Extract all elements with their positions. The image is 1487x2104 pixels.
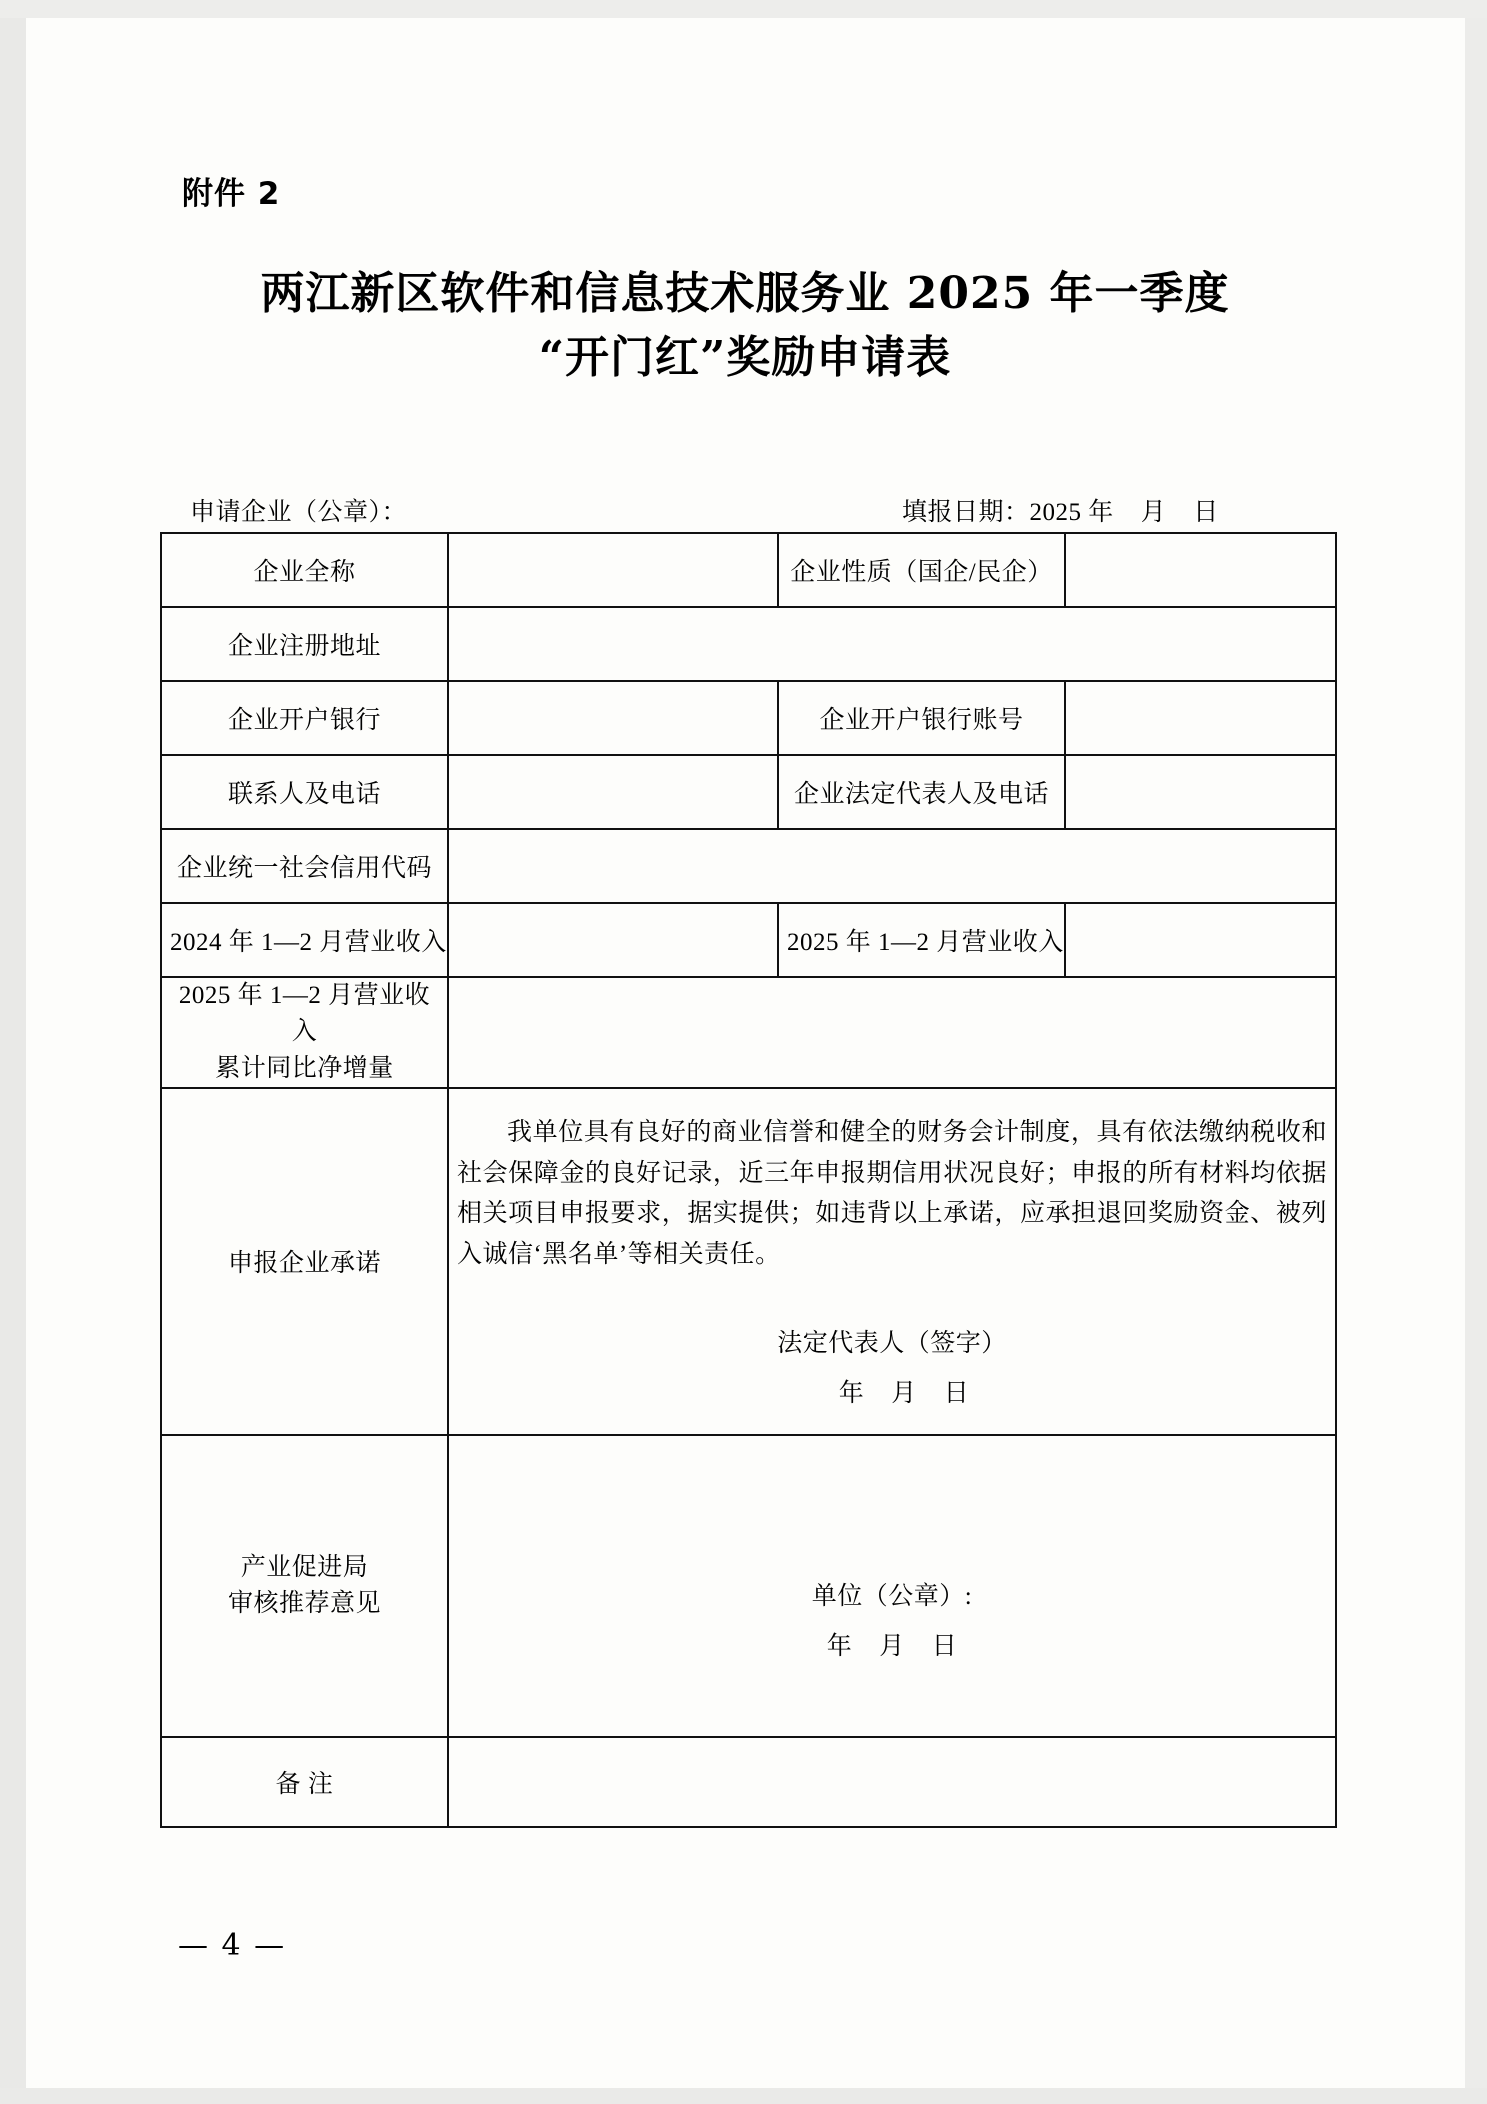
field-revenue-2024[interactable] [448,903,778,977]
label-applicant-promise: 申报企业承诺 [161,1088,448,1435]
fill-date-label: 填报日期：2025 年 月 日 [902,499,1219,526]
applicant-seal-label: 申请企业（公章）： [190,499,408,526]
label-revenue-2024: 2024 年 1—2 月营业收入 [161,903,448,977]
label-registered-address: 企业注册地址 [161,607,448,681]
page-edge-bottom [0,2088,1487,2104]
review-seal-label: 单位（公章）: [811,1582,973,1610]
table-row [161,977,1336,1088]
promise-text: 我单位具有良好的商业信誉和健全的财务会计制度，具有依法缴纳税收和社会保障金的良好记录，近三年申报期信用状况良好；申报的所有材料均依据相关项目申报要求，据实提供；如违背以上承诺，应承担退回奖励资金、被列入诚信‘黑名单’等相关责任。 [457,1119,1327,1268]
page-edge-left [0,0,26,2104]
page-number: — 4 — [178,1928,287,1963]
label-contact-person: 联系人及电话 [161,755,448,829]
field-company-name[interactable] [448,533,778,607]
label-bank-name: 企业开户银行 [161,681,448,755]
label-revenue-net-increase-line1: 2025 年 1—2 月营业收入 [178,982,431,1046]
title-line-2: “开门红”奖励申请表 [538,331,952,383]
table-row [161,681,1336,755]
field-legal-rep[interactable] [1065,755,1336,829]
label-revenue-2025: 2025 年 1—2 月营业收入 [778,903,1065,977]
field-company-type[interactable] [1065,533,1336,607]
page-edge-right [1465,0,1487,2104]
page-edge-top [0,0,1487,18]
promise-date-label[interactable]: 年 月 日 [838,1380,970,1408]
table-row [161,1088,1336,1435]
field-revenue-net-increase[interactable] [448,977,1336,1088]
label-company-type: 企业性质（国企/民企） [778,533,1065,607]
table-row [161,829,1336,903]
field-credit-code[interactable] [448,829,1336,903]
label-bank-account: 企业开户银行账号 [778,681,1065,755]
label-bureau-review-line2: 审核推荐意见 [227,1589,381,1617]
label-bureau-review-line1: 产业促进局 [240,1553,369,1581]
table-row [161,533,1336,607]
label-company-name: 企业全称 [161,533,448,607]
field-bank-name[interactable] [448,681,778,755]
application-form-table [160,532,1337,1828]
promise-signature-label[interactable]: 法定代表人（签字） [777,1330,1007,1358]
label-remark: 备 注 [161,1737,448,1827]
field-revenue-2025[interactable] [1065,903,1336,977]
field-bank-account[interactable] [1065,681,1336,755]
page-title [170,262,1320,390]
bureau-review-cell[interactable] [448,1435,1336,1737]
label-bureau-review [161,1435,448,1737]
table-row [161,1435,1336,1737]
review-date-label: 年 月 日 [826,1632,958,1660]
table-row [161,755,1336,829]
label-credit-code: 企业统一社会信用代码 [161,829,448,903]
field-contact-person[interactable] [448,755,778,829]
label-legal-rep: 企业法定代表人及电话 [778,755,1065,829]
table-row [161,1737,1336,1827]
table-row [161,903,1336,977]
label-revenue-net-increase [161,977,448,1088]
label-revenue-net-increase-line2: 累计同比净增量 [215,1054,394,1082]
title-line-1: 两江新区软件和信息技术服务业 2025 年一季度 [260,268,1230,319]
field-registered-address[interactable] [448,607,1336,681]
table-row [161,607,1336,681]
field-remark[interactable] [448,1737,1336,1827]
attachment-label: 附件 2 [182,176,281,212]
applicant-promise-cell [448,1088,1336,1435]
